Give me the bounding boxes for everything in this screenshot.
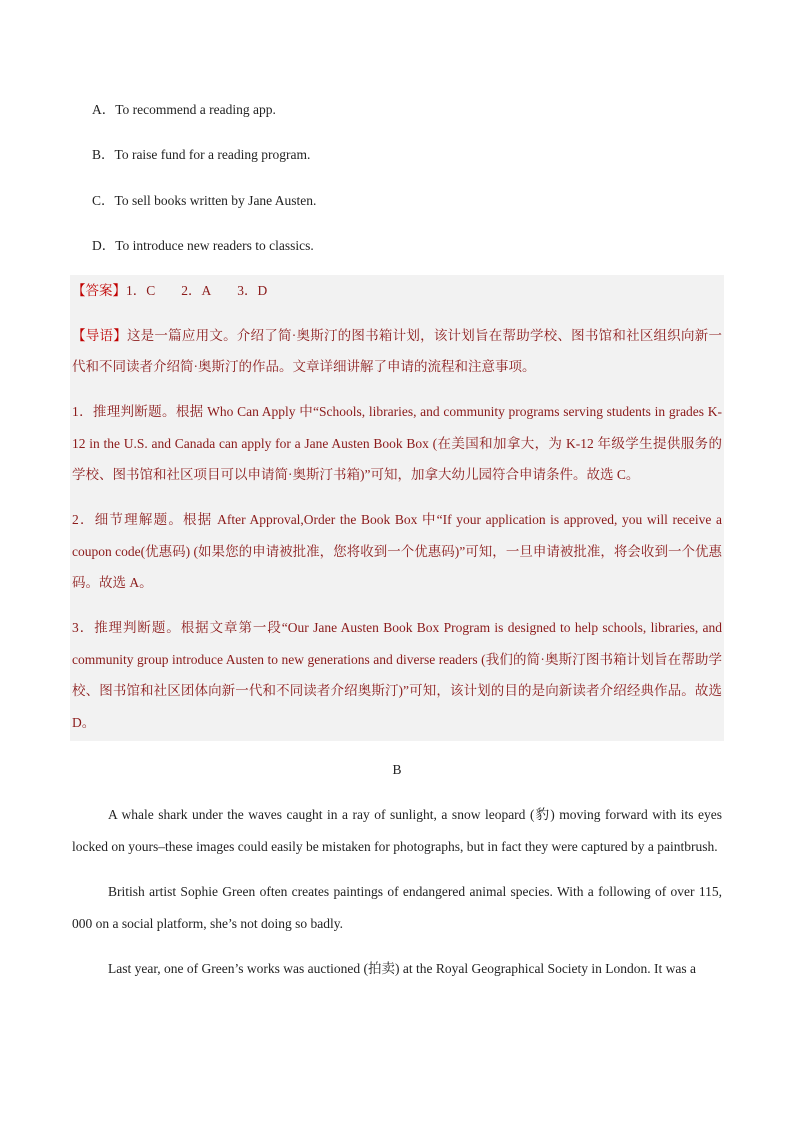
guide-text: 这是一篇应用文。介绍了简·奥斯汀的图书箱计划，该计划旨在帮助学校、图书馆和社区组织向新一代和不同读者介绍简·奥斯汀的作品。文章详细讲解了申请的流程和注意事项。 (72, 327, 722, 375)
option-text: To recommend a reading app. (115, 102, 276, 117)
option-c (92, 191, 794, 211)
passage-paragraph: British artist Sophie Green often creates paintings of endangered animal species. With a following of over 115, 000 on a social platform, she’s not doing so badly. (72, 884, 722, 932)
option-label: D． (92, 237, 116, 253)
guide-label: 【导语】 (72, 327, 127, 343)
answer-label: 【答案】 (72, 282, 126, 298)
passage-paragraph: Last year, one of Green’s works was auctioned (拍卖) at the Royal Geographical Society in London. It was a (108, 961, 697, 977)
explanation-1: 1．推理判断题。根据 Who Can Apply 中“Schools, libraries, and community programs serving students in grades K-12 in the U.S. and Canada can apply for a Jane Austen Book Box (在美国和加拿大，为 K-12 年级学生提供服务的学校、图书馆和社区项目可以申请简·奥斯汀书箱)”可知，加拿大幼儿园符合申请条件。故选 C。 (72, 404, 722, 483)
answer-item: 1．C (126, 282, 156, 298)
option-label: C． (92, 192, 115, 208)
explanation-3: 3．推理判断题。根据文章第一段“Our Jane Austen Book Box Program is designed to help schools, libraries, and community group introduce Austen to new generations and diverse readers (我们的简·奥斯汀图书箱计划旨在帮助学校、图书馆和社区团体向新一代和不同读者介绍奥斯汀)”可知，该计划的目的是向新读者介绍经典作品。故选 D。 (72, 620, 722, 730)
answer-item: 2．A (181, 282, 212, 298)
answer-key (72, 275, 722, 307)
answer-options (0, 100, 794, 256)
answer-explanation-box (70, 275, 724, 742)
option-d (92, 236, 794, 256)
option-b (92, 145, 794, 165)
option-text: To introduce new readers to classics. (115, 237, 314, 253)
section-heading: B (392, 762, 402, 778)
passage-paragraph: A whale shark under the waves caught in a ray of sunlight, a snow leopard (豹) moving forward with its eyes locked on yours–these images could easily be mistaken for photographs, but in fact they were captured by a paintbrush. (72, 807, 722, 855)
answer-item: 3．D (237, 282, 268, 298)
reading-passage (72, 799, 722, 985)
option-text: To raise fund for a reading program. (114, 147, 311, 163)
option-label: A． (92, 102, 116, 117)
option-a (92, 100, 794, 120)
option-label: B． (92, 147, 115, 163)
option-text: To sell books written by Jane Austen. (114, 192, 317, 208)
guide-paragraph (72, 320, 722, 383)
explanation-2: 2．细节理解题。根据 After Approval,Order the Book Box 中“If your application is approved, you will receive a coupon code(优惠码) (如果您的申请被批准，您将收到一个优惠码)”可知，一旦申请被批准，将会收到一个优惠码。故选 A。 (72, 512, 722, 591)
